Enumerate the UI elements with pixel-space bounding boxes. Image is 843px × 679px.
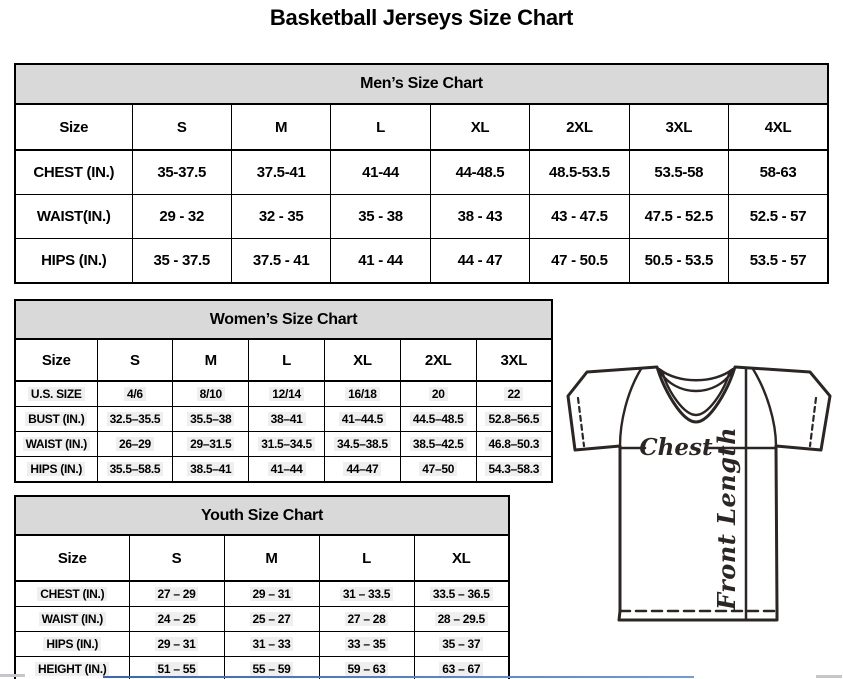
column-header: XL (430, 104, 529, 150)
row-label: U.S. SIZE (15, 381, 97, 407)
chest-label: Chest (639, 434, 713, 461)
front-length-label: Front Length (712, 426, 741, 610)
youth-size-chart-table (14, 495, 510, 679)
cell: 51 – 55 (129, 657, 224, 679)
cell: 31.5–34.5 (249, 432, 325, 457)
cell: 47.5 - 52.5 (629, 195, 728, 239)
jersey-measurement-diagram (563, 362, 835, 624)
cell: 38 - 43 (430, 195, 529, 239)
cell: 44 - 47 (430, 239, 529, 284)
cell: 46.8–50.3 (476, 432, 552, 457)
cell: 16/18 (324, 381, 400, 407)
column-header: M (224, 535, 319, 581)
column-header: M (231, 104, 330, 150)
cell: 12/14 (249, 381, 325, 407)
cell: 47 - 50.5 (530, 239, 629, 284)
table-row (15, 457, 552, 483)
table-row (15, 581, 509, 607)
cell: 41 - 44 (331, 239, 430, 284)
cell: 27 – 29 (129, 581, 224, 607)
cell: 52.5 - 57 (729, 195, 828, 239)
cell: 31 – 33 (224, 632, 319, 657)
scrollbar-fragment-left[interactable] (0, 674, 25, 677)
cell: 29 - 32 (132, 195, 231, 239)
cell: 27 – 28 (319, 607, 414, 632)
cell: 26–29 (97, 432, 173, 457)
cell: 35 - 38 (331, 195, 430, 239)
cell: 59 – 63 (319, 657, 414, 679)
row-label: WAIST (IN.) (15, 607, 129, 632)
cell: 37.5 - 41 (231, 239, 330, 284)
cell: 35.5–38 (173, 407, 249, 432)
cell: 29 – 31 (224, 581, 319, 607)
cell: 50.5 - 53.5 (629, 239, 728, 284)
cell: 28 – 29.5 (414, 607, 509, 632)
cell: 38.5–42.5 (400, 432, 476, 457)
column-header: M (173, 339, 249, 381)
row-label: CHEST (IN.) (15, 150, 132, 195)
cell: 34.5–38.5 (324, 432, 400, 457)
column-header: 3XL (476, 339, 552, 381)
cell: 41–44 (249, 457, 325, 483)
cell: 47–50 (400, 457, 476, 483)
cell: 29–31.5 (173, 432, 249, 457)
cell: 63 – 67 (414, 657, 509, 679)
cell: 4/6 (97, 381, 173, 407)
column-header: 3XL (629, 104, 728, 150)
table-row (15, 432, 552, 457)
column-header: L (249, 339, 325, 381)
mens-chart-title: Men’s Size Chart (15, 64, 828, 104)
row-label: WAIST(IN.) (15, 195, 132, 239)
row-label: HEIGHT (IN.) (15, 657, 129, 679)
cell: 35 - 37.5 (132, 239, 231, 284)
cell: 35-37.5 (132, 150, 231, 195)
row-label: BUST (IN.) (15, 407, 97, 432)
row-label: HIPS (IN.) (15, 239, 132, 284)
cell: 32.5–35.5 (97, 407, 173, 432)
cell: 44-48.5 (430, 150, 529, 195)
cell: 20 (400, 381, 476, 407)
column-header: 2XL (400, 339, 476, 381)
table-row (15, 632, 509, 657)
table-row (15, 150, 828, 195)
cell: 43 - 47.5 (530, 195, 629, 239)
cell: 58-63 (729, 150, 828, 195)
table-row (15, 407, 552, 432)
cell: 25 – 27 (224, 607, 319, 632)
row-label: CHEST (IN.) (15, 581, 129, 607)
cell: 41-44 (331, 150, 430, 195)
scrollbar-fragment-right[interactable] (816, 675, 842, 678)
cell: 22 (476, 381, 552, 407)
column-header: S (97, 339, 173, 381)
column-header: XL (324, 339, 400, 381)
cell: 44–47 (324, 457, 400, 483)
cell: 53.5 - 57 (729, 239, 828, 284)
cell: 24 – 25 (129, 607, 224, 632)
bottom-blue-strip (103, 676, 694, 678)
cell: 31 – 33.5 (319, 581, 414, 607)
column-header: S (132, 104, 231, 150)
cell: 44.5–48.5 (400, 407, 476, 432)
womens-chart-title: Women’s Size Chart (15, 300, 552, 339)
column-header: Size (15, 104, 132, 150)
column-header: L (319, 535, 414, 581)
cell: 32 - 35 (231, 195, 330, 239)
column-header: 2XL (530, 104, 629, 150)
womens-size-chart-table (14, 299, 553, 483)
cell: 33.5 – 36.5 (414, 581, 509, 607)
row-label: HIPS (IN.) (15, 457, 97, 483)
cell: 53.5-58 (629, 150, 728, 195)
column-header: S (129, 535, 224, 581)
table-row (15, 607, 509, 632)
cell: 33 – 35 (319, 632, 414, 657)
column-header: Size (15, 535, 129, 581)
cell: 37.5-41 (231, 150, 330, 195)
column-header: L (331, 104, 430, 150)
jersey-outline-shape (568, 367, 830, 620)
table-row (15, 239, 828, 284)
cell: 38.5–41 (173, 457, 249, 483)
page-title: Basketball Jerseys Size Chart (269, 5, 574, 30)
row-label: HIPS (IN.) (15, 632, 129, 657)
mens-size-chart-table (14, 63, 829, 284)
cell: 48.5-53.5 (530, 150, 629, 195)
cell: 35 – 37 (414, 632, 509, 657)
cell: 35.5–58.5 (97, 457, 173, 483)
cell: 54.3–58.3 (476, 457, 552, 483)
cell: 52.8–56.5 (476, 407, 552, 432)
cell: 55 – 59 (224, 657, 319, 679)
column-header: Size (15, 339, 97, 381)
collar-ribbing-lines (659, 369, 733, 391)
table-row (15, 381, 552, 407)
cell: 41–44.5 (324, 407, 400, 432)
cell: 8/10 (173, 381, 249, 407)
row-label: WAIST (IN.) (15, 432, 97, 457)
cell: 38–41 (249, 407, 325, 432)
table-row (15, 195, 828, 239)
youth-chart-title: Youth Size Chart (15, 496, 509, 535)
cell: 29 – 31 (129, 632, 224, 657)
column-header: XL (414, 535, 509, 581)
column-header: 4XL (729, 104, 828, 150)
